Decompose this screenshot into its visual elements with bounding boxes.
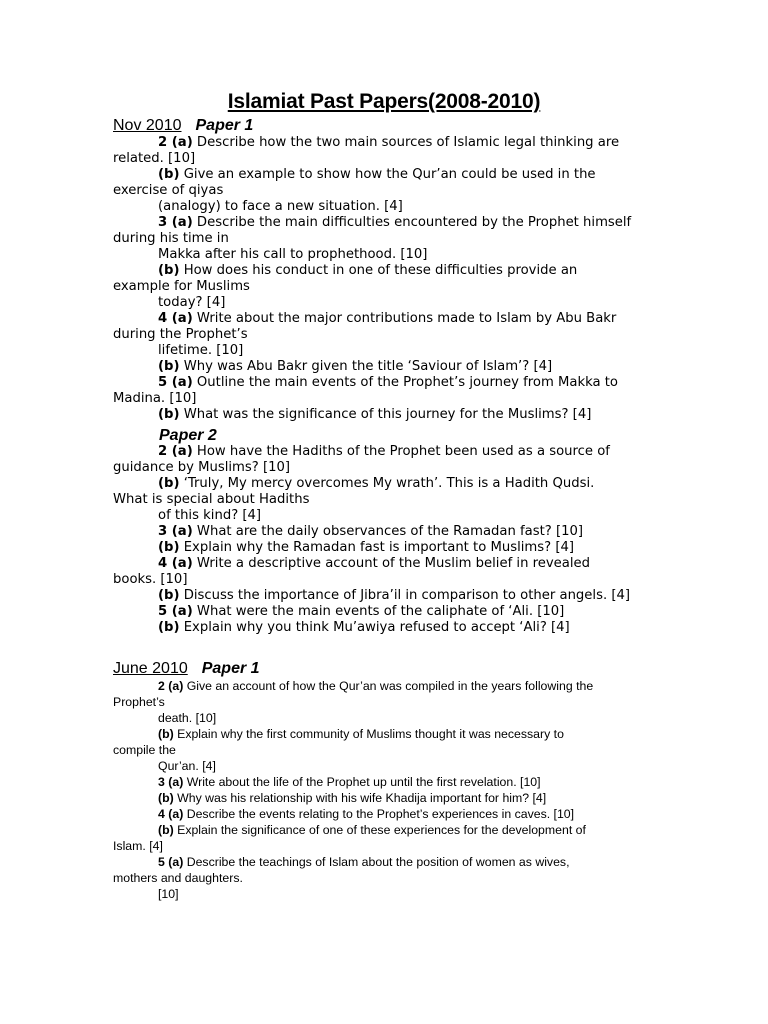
question-text: Write about the major contributions made to Islam by Abu Bakr — [192, 311, 617, 326]
question-text: Describe the teachings of Islam about the position of women as wives, — [183, 855, 570, 869]
question-number: (b) — [158, 823, 174, 837]
question-number: 4 (a) — [158, 556, 193, 571]
question-text: Describe how the two main sources of Islamic legal thinking are — [192, 135, 620, 150]
question-line — [158, 263, 698, 279]
question-line — [113, 231, 653, 247]
question-text: Explain why the Ramadan fast is important to Muslims? [4] — [179, 540, 574, 555]
paper-heading: Paper 2 — [159, 427, 217, 444]
question-line — [158, 678, 698, 694]
question-text: books. [10] — [113, 572, 188, 587]
question-text: of this kind? [4] — [158, 508, 262, 523]
question-number: (b) — [158, 620, 180, 635]
question-line — [158, 620, 698, 636]
question-text: Prophet’s — [113, 695, 165, 709]
question-line — [158, 726, 698, 742]
question-text: Why was Abu Bakr given the title ‘Saviour of Islam’? [4] — [179, 359, 553, 374]
question-text: example for Muslims — [113, 279, 250, 294]
question-line — [158, 524, 698, 540]
question-line — [158, 774, 698, 790]
question-number: 4 (a) — [158, 807, 184, 821]
question-line — [113, 151, 653, 167]
question-number: (b) — [158, 540, 180, 555]
question-text: What was the significance of this journey for the Muslims? [4] — [179, 407, 592, 422]
question-text: exercise of qiyas — [113, 183, 224, 198]
question-text: lifetime. [10] — [158, 343, 244, 358]
section-heading-nov-2010 — [113, 117, 253, 135]
question-text: today? [4] — [158, 295, 226, 310]
question-line — [113, 838, 653, 854]
question-text: Makka after his call to prophethood. [10] — [158, 247, 428, 262]
section-heading-june-2010 — [113, 660, 260, 678]
question-line — [158, 886, 698, 902]
question-text: mothers and daughters. — [113, 871, 243, 885]
question-number: 4 (a) — [158, 311, 193, 326]
question-line — [158, 540, 698, 556]
question-line — [158, 311, 698, 327]
question-number: 3 (a) — [158, 215, 193, 230]
question-text: Write a descriptive account of the Muslim belief in revealed — [192, 556, 591, 571]
question-number: (b) — [158, 476, 180, 491]
question-line — [158, 710, 698, 726]
question-line — [158, 556, 698, 572]
question-text: ‘Truly, My mercy overcomes My wrath’. This is a Hadith Qudsi. — [179, 476, 595, 491]
question-text: Why was his relationship with his wife Khadija important for him? [4] — [173, 791, 547, 805]
question-text: What are the daily observances of the Ramadan fast? [10] — [192, 524, 584, 539]
question-text: Explain the significance of one of these experiences for the development of — [173, 823, 586, 837]
question-line — [158, 758, 698, 774]
page-title: Islamiat Past Papers(2008-2010) — [227, 90, 541, 113]
question-text: death. [10] — [158, 711, 217, 725]
question-line — [113, 183, 653, 199]
question-number: 3 (a) — [158, 524, 193, 539]
question-line — [158, 588, 698, 604]
question-text: Describe the events relating to the Prophet’s experiences in caves. [10] — [183, 807, 575, 821]
question-number: (b) — [158, 407, 180, 422]
question-line — [113, 391, 653, 407]
question-number: (b) — [158, 263, 180, 278]
question-line — [158, 508, 698, 524]
question-line — [158, 215, 698, 231]
question-line — [158, 604, 698, 620]
question-text: during the Prophet’s — [113, 327, 248, 342]
question-number: 2 (a) — [158, 444, 193, 459]
question-text: Islam. [4] — [113, 839, 163, 853]
question-text: related. [10] — [113, 151, 196, 166]
question-line — [113, 870, 653, 886]
question-text: What is special about Hadiths — [113, 492, 310, 507]
question-line — [113, 460, 653, 476]
question-line — [158, 135, 698, 151]
question-number: (b) — [158, 588, 180, 603]
question-line — [158, 375, 698, 391]
question-line — [113, 694, 653, 710]
question-number: 3 (a) — [158, 775, 184, 789]
question-number: (b) — [158, 359, 180, 374]
question-line — [113, 327, 653, 343]
question-number: (b) — [158, 727, 174, 741]
question-text: Madina. [10] — [113, 391, 197, 406]
question-line — [113, 279, 653, 295]
question-line — [158, 167, 698, 183]
question-line — [158, 359, 698, 375]
question-text: How have the Hadiths of the Prophet been used as a source of — [192, 444, 610, 459]
question-text: (analogy) to face a new situation. [4] — [158, 199, 403, 214]
question-text: Give an account of how the Qur’an was compiled in the years following the — [183, 679, 594, 693]
question-line — [158, 407, 698, 423]
question-line — [158, 476, 698, 492]
paper-heading: Paper 1 — [201, 660, 260, 677]
question-line — [113, 572, 653, 588]
question-text: Write about the life of the Prophet up until the first revelation. [10] — [183, 775, 541, 789]
question-text: during his time in — [113, 231, 229, 246]
paper-heading: Paper 1 — [195, 117, 254, 134]
question-number: 5 (a) — [158, 604, 193, 619]
question-text: Discuss the importance of Jibra’il in comparison to other angels. [4] — [179, 588, 631, 603]
question-text: Explain why you think Mu’awiya refused to accept ‘Ali? [4] — [179, 620, 570, 635]
question-number: 5 (a) — [158, 855, 184, 869]
question-line — [158, 822, 698, 838]
exam-session: June 2010 — [113, 660, 188, 677]
question-line — [158, 247, 698, 263]
question-text: compile the — [113, 743, 176, 757]
question-line — [158, 854, 698, 870]
question-line — [158, 806, 698, 822]
question-number: 5 (a) — [158, 375, 193, 390]
question-text: Outline the main events of the Prophet’s journey from Makka to — [192, 375, 618, 390]
question-text: guidance by Muslims? [10] — [113, 460, 291, 475]
question-text: [10] — [158, 887, 179, 901]
question-line — [158, 444, 698, 460]
question-number: 2 (a) — [158, 135, 193, 150]
question-text: Give an example to show how the Qur’an could be used in the — [179, 167, 596, 182]
question-number: (b) — [158, 167, 180, 182]
question-line — [158, 790, 698, 806]
question-line — [158, 295, 698, 311]
question-line — [113, 742, 653, 758]
question-line — [158, 199, 698, 215]
question-line — [158, 343, 698, 359]
question-text: Describe the main difficulties encountered by the Prophet himself — [192, 215, 632, 230]
question-text: Qur’an. [4] — [158, 759, 216, 773]
question-text: What were the main events of the caliphate of ‘Ali. [10] — [192, 604, 565, 619]
question-number: (b) — [158, 791, 174, 805]
question-text: How does his conduct in one of these difficulties provide an — [179, 263, 578, 278]
question-text: Explain why the first community of Muslims thought it was necessary to — [173, 727, 564, 741]
question-number: 2 (a) — [158, 679, 184, 693]
exam-session: Nov 2010 — [113, 117, 182, 134]
question-line — [113, 492, 653, 508]
